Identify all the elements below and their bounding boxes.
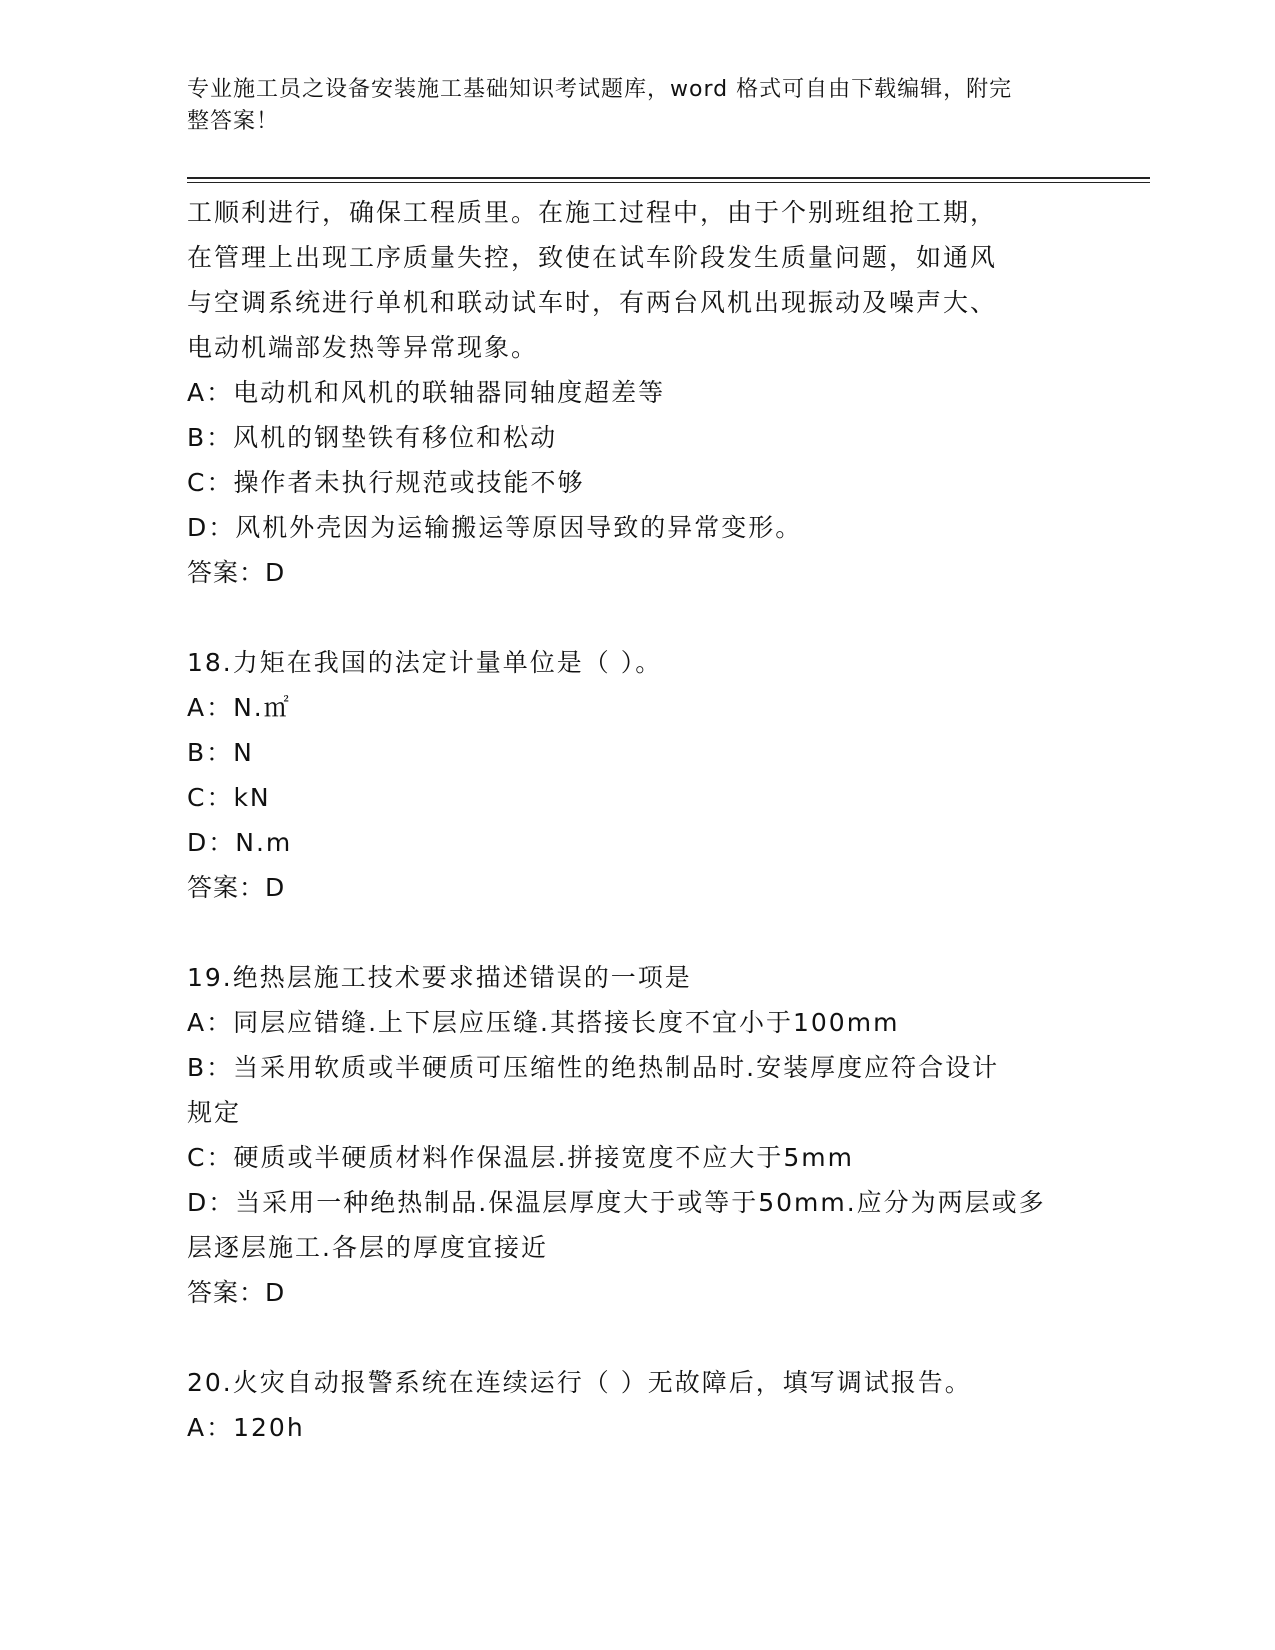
option-c: C：操作者未执行规范或技能不够 — [187, 468, 585, 497]
question-stem: 18.力矩在我国的法定计量单位是（ ）。 — [187, 648, 663, 677]
option-a: A：120h — [187, 1413, 305, 1442]
question-stem: 20.火灾自动报警系统在连续运行（ ）无故障后，填写调试报告。 — [187, 1368, 972, 1397]
spacer — [187, 595, 1087, 640]
header-line-2: 整答案！ — [187, 109, 280, 134]
option-b-continued: 规定 — [187, 1098, 242, 1127]
header-divider-thin — [187, 182, 1150, 183]
header-divider-thick — [187, 177, 1150, 179]
question-text-line: 电动机端部发热等异常现象。 — [187, 333, 539, 362]
question-text-line: 与空调系统进行单机和联动试车时，有两台风机出现振动及噪声大、 — [187, 288, 998, 317]
answer-line: 答案：D — [187, 558, 286, 587]
option-b: B：风机的钢垫铁有移位和松动 — [187, 423, 558, 452]
question-17-continued — [187, 190, 1087, 595]
option-d: D：风机外壳因为运输搬运等原因导致的异常变形。 — [187, 513, 803, 542]
question-stem: 19.绝热层施工技术要求描述错误的一项是 — [187, 963, 692, 992]
question-text-line: 工顺利进行，确保工程质里。在施工过程中，由于个别班组抢工期， — [187, 198, 998, 227]
option-c: C：kN — [187, 783, 271, 812]
page-header — [187, 74, 1067, 138]
spacer — [187, 910, 1087, 955]
question-19 — [187, 955, 1087, 1315]
option-a: A：电动机和风机的联轴器同轴度超差等 — [187, 378, 666, 407]
option-a: A：同层应错缝.上下层应压缝.其搭接长度不宜小于100mm — [187, 1008, 900, 1037]
option-b: B：当采用软质或半硬质可压缩性的绝热制品时.安装厚度应符合设计 — [187, 1053, 1000, 1082]
option-d: D：当采用一种绝热制品.保温层厚度大于或等于50mm.应分为两层或多 — [187, 1188, 1046, 1217]
option-b: B：N — [187, 738, 254, 767]
question-20 — [187, 1360, 1087, 1450]
spacer — [187, 1315, 1087, 1360]
question-text-line: 在管理上出现工序质量失控，致使在试车阶段发生质量问题，如通风 — [187, 243, 998, 272]
option-d-continued: 层逐层施工.各层的厚度宜接近 — [187, 1233, 548, 1262]
question-content — [187, 190, 1087, 1450]
option-d: D：N.m — [187, 828, 293, 857]
question-18 — [187, 640, 1087, 910]
option-c: C：硬质或半硬质材料作保温层.拼接宽度不应大于5mm — [187, 1143, 855, 1172]
answer-line: 答案：D — [187, 873, 286, 902]
option-a: A：N.㎡ — [187, 693, 291, 722]
answer-line: 答案：D — [187, 1278, 286, 1307]
header-line-1: 专业施工员之设备安装施工基础知识考试题库，word 格式可自由下载编辑，附完 — [187, 77, 1013, 102]
